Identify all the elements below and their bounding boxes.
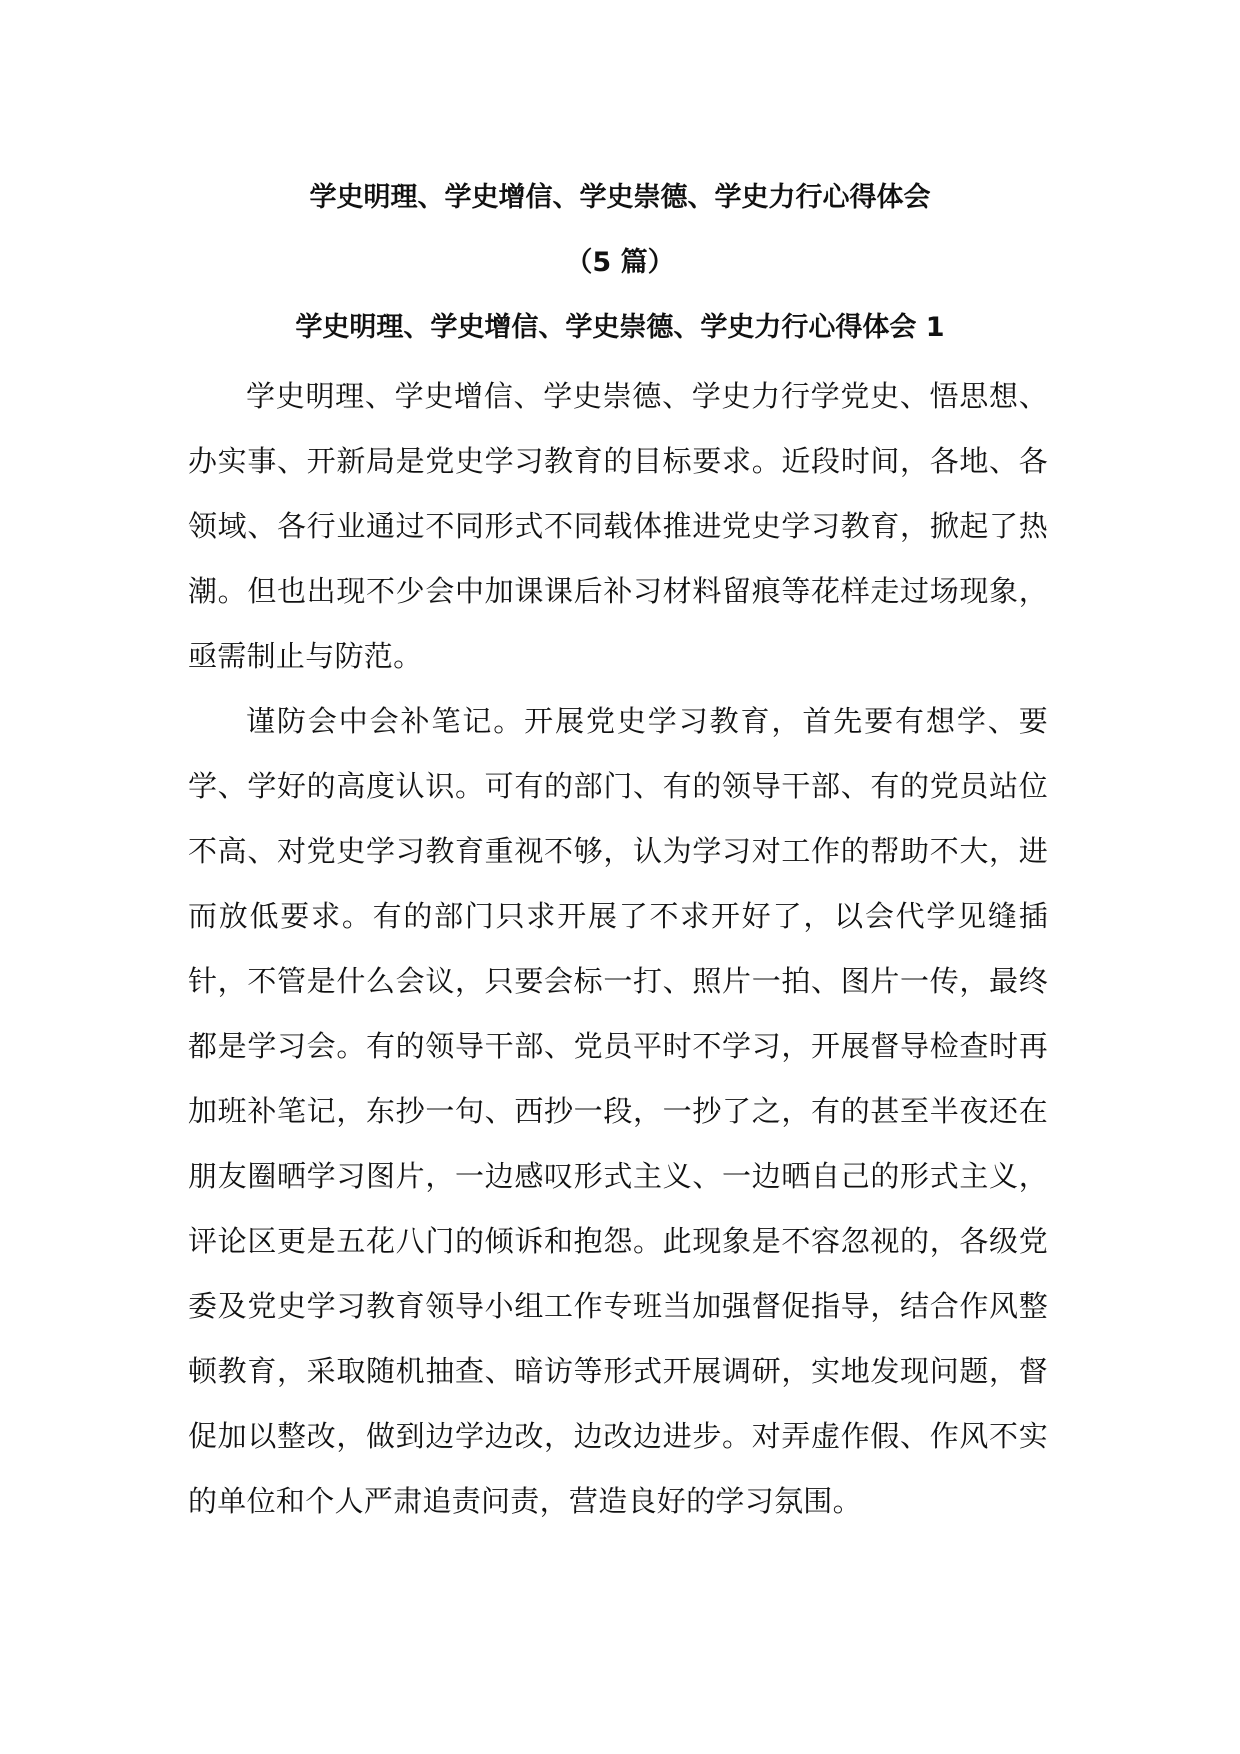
body-paragraph: 学史明理、学史增信、学史崇德、学史力行学党史、悟思想、办实事、开新局是党史学习教育的目标要求。近段时间，各地、各领域、各行业通过不同形式不同载体推进党史学习教育，掀起了热潮。但也出现不少会中加课课后补习材料留痕等花样走过场现象，亟需制止与防范。 <box>188 379 1048 673</box>
document-subtitle: （5 篇） <box>565 247 675 278</box>
section-heading: 学史明理、学史增信、学史崇德、学史力行心得体会 1 <box>295 312 945 343</box>
body-paragraph: 谨防会中会补笔记。开展党史学习教育，首先要有想学、要学、学好的高度认识。可有的部门、有的领导干部、有的党员站位不高、对党史学习教育重视不够，认为学习对工作的帮助不大，进而放低要求。有的部门只求开展了不求开好了，以会代学见缝插针，不管是什么会议，只要会标一打、照片一拍、图片一传，最终都是学习会。有的领导干部、党员平时不学习，开展督导检查时再加班补笔记，东抄一句、西抄一段，一抄了之，有的甚至半夜还在朋友圈晒学习图片，一边感叹形式主义、一边晒自己的形式主义，评论区更是五花八门的倾诉和抱怨。此现象是不容忽视的，各级党委及党史学习教育领导小组工作专班当加强督促指导，结合作风整顿教育，采取随机抽查、暗访等形式开展调研，实地发现问题，督促加以整改，做到边学边改，边改边进步。对弄虚作假、作风不实的单位和个人严肃追责问责，营造良好的学习氛围。 <box>188 704 1048 1518</box>
document-title: 学史明理、学史增信、学史崇德、学史力行心得体会 <box>309 182 931 213</box>
